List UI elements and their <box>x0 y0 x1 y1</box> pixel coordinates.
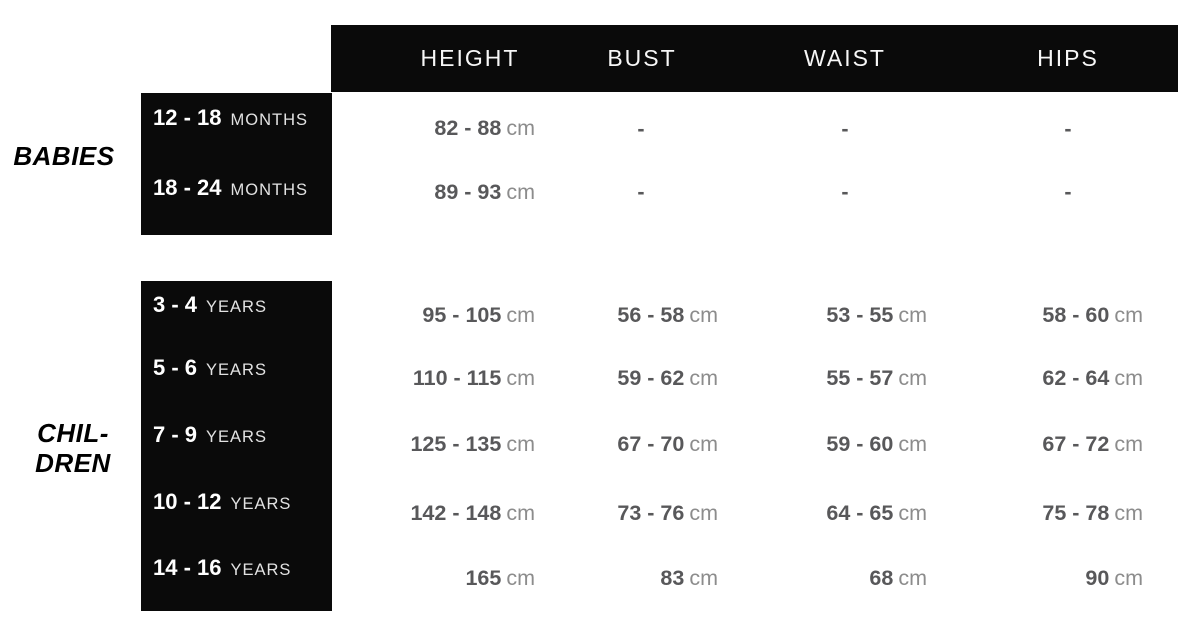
age-range: 10 - 12 <box>153 489 222 514</box>
empty-dash: - <box>841 117 849 141</box>
column-header-waist: WAIST <box>804 45 886 71</box>
value-unit: cm <box>898 566 927 590</box>
age-row-children-2 <box>153 354 267 385</box>
value-number: 90 <box>1085 566 1110 590</box>
value-number: 89 - 93 <box>434 180 502 204</box>
value-unit: cm <box>506 303 535 327</box>
height-value <box>410 499 535 530</box>
age-row-babies-2 <box>153 174 308 205</box>
value-unit: cm <box>898 501 927 525</box>
height-value <box>465 564 535 595</box>
value-unit: cm <box>506 566 535 590</box>
hips-value <box>1085 564 1143 595</box>
waist-value-empty <box>841 115 848 146</box>
age-row-children-3 <box>153 421 267 452</box>
hips-value <box>1042 430 1143 461</box>
group-label-babies: BABIES <box>13 141 115 171</box>
group-label-children-line1: CHIL- <box>37 418 109 448</box>
age-range: 14 - 16 <box>153 555 222 580</box>
age-unit-label: YEARS <box>206 361 267 379</box>
age-row-children-4 <box>153 488 291 519</box>
hips-value-empty <box>1064 178 1071 209</box>
value-unit: cm <box>506 116 535 140</box>
bust-value-empty <box>637 178 644 209</box>
hips-value-empty <box>1064 115 1071 146</box>
value-number: 75 - 78 <box>1042 501 1110 525</box>
value-unit: cm <box>1114 501 1143 525</box>
group-label-children-line2: DREN <box>35 448 111 478</box>
waist-value <box>826 301 927 332</box>
table-header-bar <box>331 25 1178 92</box>
value-number: 73 - 76 <box>617 501 685 525</box>
bust-value <box>617 499 718 530</box>
bust-value-empty <box>637 115 644 146</box>
value-number: 95 - 105 <box>422 303 502 327</box>
empty-dash: - <box>637 117 645 141</box>
age-row-babies-1 <box>153 104 308 135</box>
value-number: 59 - 60 <box>826 432 894 456</box>
waist-value <box>869 564 927 595</box>
column-header-hips: HIPS <box>1037 45 1099 71</box>
value-unit: cm <box>1114 566 1143 590</box>
value-number: 56 - 58 <box>617 303 685 327</box>
height-value <box>434 178 535 209</box>
empty-dash: - <box>637 180 645 204</box>
age-row-children-5 <box>153 554 291 585</box>
value-number: 58 - 60 <box>1042 303 1110 327</box>
value-number: 68 <box>869 566 894 590</box>
value-number: 62 - 64 <box>1042 366 1110 390</box>
value-number: 59 - 62 <box>617 366 685 390</box>
hips-value <box>1042 499 1143 530</box>
age-unit-label: YEARS <box>206 428 267 446</box>
value-number: 125 - 135 <box>410 432 502 456</box>
column-header-height: HEIGHT <box>420 45 520 71</box>
waist-value-empty <box>841 178 848 209</box>
value-unit: cm <box>689 566 718 590</box>
column-header-bust: BUST <box>607 45 677 71</box>
value-unit: cm <box>689 366 718 390</box>
age-unit-label: MONTHS <box>230 181 308 199</box>
height-value <box>422 301 535 332</box>
value-unit: cm <box>898 366 927 390</box>
value-number: 67 - 70 <box>617 432 685 456</box>
hips-value <box>1042 301 1143 332</box>
bust-value <box>617 301 718 332</box>
waist-value <box>826 430 927 461</box>
value-number: 83 <box>660 566 685 590</box>
value-unit: cm <box>689 303 718 327</box>
value-unit: cm <box>506 501 535 525</box>
height-value <box>410 430 535 461</box>
age-range: 7 - 9 <box>153 422 198 447</box>
waist-value <box>826 364 927 395</box>
age-range: 12 - 18 <box>153 105 222 130</box>
age-unit-label: YEARS <box>206 298 267 316</box>
height-value <box>434 114 535 145</box>
value-number: 82 - 88 <box>434 116 502 140</box>
group-label-children <box>10 418 136 478</box>
age-range: 18 - 24 <box>153 175 222 200</box>
value-number: 67 - 72 <box>1042 432 1110 456</box>
empty-dash: - <box>1064 117 1072 141</box>
value-unit: cm <box>506 432 535 456</box>
value-unit: cm <box>1114 366 1143 390</box>
empty-dash: - <box>1064 180 1072 204</box>
age-unit-label: MONTHS <box>230 111 308 129</box>
value-unit: cm <box>1114 432 1143 456</box>
height-value <box>413 364 535 395</box>
age-row-children-1 <box>153 291 267 322</box>
value-unit: cm <box>1114 303 1143 327</box>
value-unit: cm <box>898 303 927 327</box>
waist-value <box>826 499 927 530</box>
value-unit: cm <box>689 501 718 525</box>
value-number: 165 <box>465 566 502 590</box>
value-number: 53 - 55 <box>826 303 894 327</box>
empty-dash: - <box>841 180 849 204</box>
hips-value <box>1042 364 1143 395</box>
age-unit-label: YEARS <box>230 495 292 513</box>
value-unit: cm <box>689 432 718 456</box>
age-range: 3 - 4 <box>153 292 198 317</box>
value-unit: cm <box>506 180 535 204</box>
value-number: 110 - 115 <box>412 366 502 390</box>
value-number: 55 - 57 <box>826 366 894 390</box>
value-number: 142 - 148 <box>410 501 502 525</box>
value-unit: cm <box>506 366 535 390</box>
age-range: 5 - 6 <box>153 355 198 380</box>
bust-value <box>660 564 718 595</box>
bust-value <box>617 364 718 395</box>
bust-value <box>617 430 718 461</box>
value-number: 64 - 65 <box>826 501 894 525</box>
age-unit-label: YEARS <box>230 561 292 579</box>
value-unit: cm <box>898 432 927 456</box>
